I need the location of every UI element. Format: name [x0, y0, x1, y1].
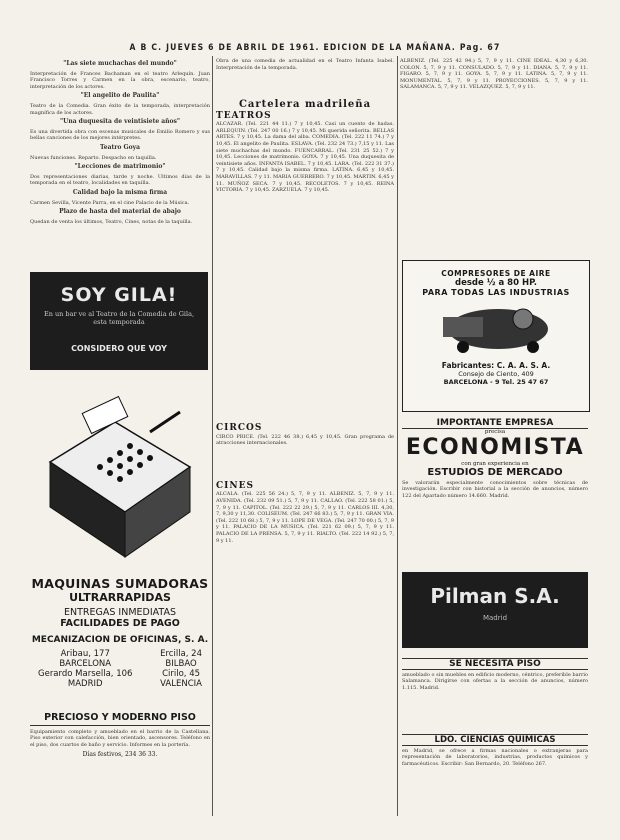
compressor-line3: PARA TODAS LAS INDUSTRIAS [422, 288, 570, 297]
compressor-line1: COMPRESORES DE AIRE [441, 269, 551, 278]
piso-ad [30, 712, 210, 822]
quimicas-headline: LDO. CIENCIAS QUIMICAS [402, 734, 588, 746]
column-3 [400, 58, 588, 244]
economista-line4: con gran experiencia en [461, 461, 529, 467]
pilman-name: Pilman S.A. [430, 584, 560, 608]
item-title: "El angelito de Paulita" [80, 92, 160, 100]
item-text: Teatro de la Comedia. Gran éxito de la temporada, interpretación magnífica de los actores. [30, 102, 210, 116]
page-header: A B C. JUEVES 6 DE ABRIL DE 1961. EDICION DE LA MAÑANA. Pag. 67 [129, 43, 501, 53]
machine-line1: ENTREGAS INMEDIATAS [63, 607, 176, 618]
compressor-ad [402, 260, 590, 412]
cines-text: ALCALA. (Tel. 225 56 24.) 5, 7, 9 y 11. ALBENIZ. 5, 7, 9 y 11. AVENIDA. (Tel. 232 09 51.) 5, 7, 9 y 11. CALLAO. (Tel. 222 58 01.) 5, 7, 9 y 11. CAPITOL. (Tel. 222 22 29.) 5, 7, 9 y 11. CARLOS III. 4,30, 7, 9,30 y 11,30. COLISEUM. (Tel. 247 66 83.) 5, 7, 9 y 11. GRAN VIA. (Tel. 222 10 68.) 5, 7, 9 y 11. LOPE DE VEGA. (Tel. 247 70 00.) 5, 7, 9 y 11. PALACIO DE LA MUSICA. (Tel. 221 62 09.) 5, 7, 9 y 11. PALACIO DE LA PRENSA. 5, 7, 9 y 11. RIALTO. (Tel. 222 14 92.) 5, 7, 9 y 11. [216, 491, 394, 544]
pilman-ad [402, 572, 588, 648]
item-title: "Una duquesita de veintisiete años" [59, 118, 181, 126]
economista-line5: ESTUDIOS DE MERCADO [427, 467, 563, 478]
circos-text: CIRCO PRICE. (Tel. 222 46 38.) 6,45 y 10,45. Gran programa de atracciones internacionales. [216, 433, 394, 447]
item-text: Dos representaciones diarias, tarde y noche. Ultimos días de la temporada en el teatro, localidades en taquilla. [30, 173, 210, 187]
cines-title: CINES [216, 480, 254, 491]
machine-company: MECANIZACION DE OFICINAS, S. A. [31, 635, 209, 645]
item-text: Carmen Sevilla, Vicente Parra, en el cine Palacio de la Música. [30, 199, 190, 206]
machine-line2: FACILIDADES DE PAGO [60, 618, 180, 629]
necesita-piso-headline: SE NECESITA PISO [402, 658, 588, 670]
necesita-piso-text: amueblado o sin muebles en edificio moderno, céntrico, preferible barrio Salamanca. Dirigirse con ofertas a la sección de anuncios, número 1.115. Madrid. [402, 672, 588, 691]
column-rule [397, 56, 398, 816]
economista-line1: IMPORTANTE EMPRESA [402, 418, 588, 429]
compressor-illustration [403, 297, 589, 357]
piso-headline: PRECIOSO Y MODERNO PISO [30, 712, 210, 726]
item-title: "Las siete muchachas del mundo" [63, 60, 177, 67]
item-text: Es una divertida obra con escenas musicales de Emilio Romero y sus bellas canciones de los mejores intérpretes. [30, 128, 210, 142]
compressor-line2: desde ½ a 80 HP. [455, 278, 537, 288]
compressor-city: BARCELONA - 9 Tel. 25 47 67 [443, 378, 549, 386]
adding-machine-ad [30, 392, 210, 702]
teatros-text: ALCAZAR. (Tel. 221 44 11.) 7 y 10,45. Casi un cuento de hadas. ARLEQUIN. (Tel. 247 00 16.) 7 y 10,45. Mi querida señorita. BELLAS ARTES. 7 y 10,45. La dama del alba. COMEDIA. (Tel. 222 11 74.) 7 y 10,45. El angelito de Paulita. ESLAVA. (Tel. 232 24 73.) 7,15 y 11. Las siete muchachas del mundo. FUENCARRAL. (Tel. 231 25 52.) 7 y 10,45. Lecciones de matrimonio. GOYA. 7 y 10,45. Una duquesita de veintisiete años. INFANTA ISABEL. 7 y 10,45. LARA. (Tel. 222 31 37.) 7 y 10,45. Calidad bajo la misma firma. LATINA. 6,45 y 10,45. MARAVILLAS. 7 y 11. MARIA GUERRERO. 7 y 10,45. MARTIN. 6,45 y 11. MUÑOZ SECA. 7 y 10,45. RECOLETOS. 7 y 10,45. REINA VICTORIA. 7 y 10,45. ZARZUELA. 7 y 10,45. [216, 121, 394, 194]
item-title: Plazo de hasta del material de abajo [59, 208, 181, 216]
teatros-title: TEATROS [216, 110, 272, 121]
section-title: Cartelera madrileña [238, 99, 372, 110]
economista-line2: precisa [484, 429, 506, 435]
economista-text: Se valorarán especialmente conocimientos sobre técnicas de investigación. Escribir con historial a la sección de anuncios, número 122 del Apartado número 14.660. Madrid. [402, 480, 588, 499]
economista-ad [402, 418, 588, 568]
machine-addresses [30, 645, 210, 689]
gila-sub: En un bar ve al Teatro de la Comedia de Gila, esta temporada [43, 310, 195, 326]
column-1 [30, 58, 210, 248]
necesita-piso-ad [402, 658, 588, 726]
gila-ad [30, 272, 208, 370]
compressor-maker: Fabricantes: C. A. A. S. A. [441, 361, 551, 370]
item-title: Calidad bajo la misma firma [72, 188, 168, 196]
gila-footer: CONSIDERO QUE VOY [71, 344, 167, 353]
item-title: "Lecciones de matrimonio" [74, 163, 166, 171]
adding-machine-illustration [30, 392, 210, 572]
item-text: Quedan de venta los últimos, Teatro, Cines, notas de la taquilla. [30, 218, 193, 225]
item-text: Interpretación de Frances Bachaman en el teatro Arlequín. Juan Francisco Torres y Carmen en la obra, escenario, teatro, interpretación de los actores. [30, 70, 210, 90]
col2-intro: Obra de una comedia de actualidad en el Teatro Infanta Isabel. Interpretación de la temporada. [216, 58, 394, 71]
col3-listings: ALBENIZ. (Tel. 225 42 94.) 5, 7, 9 y 11. CINE IDEAL. 4,30 y 6,30. COLON. 5, 7, 9 y 11. CONSULADO. 5, 7, 9 y 11. DIANA. 5, 7, 9 y 11. FIGARO. 5, 7, 9 y 11. GOYA. 5, 7, 9 y 11. LATINA. 5, 7, 9 y 11. MONUMENTAL. 5, 7, 9 y 11. PROYECCIONES. 5, 7, 9 y 11. SALAMANCA. 5, 7, 9 y 11. VELAZQUEZ. 5, 7, 9 y 11. [400, 58, 588, 91]
theatre-listings [30, 58, 210, 248]
economista-line3: ECONOMISTA [405, 435, 585, 460]
column-rule [212, 56, 213, 816]
column-2 [216, 58, 394, 716]
machine-headline1: MAQUINAS SUMADORAS [31, 576, 209, 591]
item-title: Teatro Goya [99, 143, 140, 151]
circos-title: CIRCOS [216, 423, 263, 434]
address-left: Aribau, 177 BARCELONA Gerardo Marsella, 106 MADRID [38, 649, 133, 689]
machine-headline2: ULTRARRAPIDAS [69, 591, 171, 604]
quimicas-text: en Madrid, se ofrece a firmas nacionales o extranjeras para representación de laboratorios, industrias, productos químicos y farmacéuticos. Escribir: San Bernardo, 20. Teléfono 267. [402, 748, 588, 767]
compressor-addr: Consejo de Ciento, 409 [458, 370, 534, 378]
gila-headline: SOY GILA! [60, 284, 178, 306]
quimicas-ad [402, 734, 588, 824]
pilman-sub: Madrid [482, 614, 508, 622]
address-right: Ercilla, 24 BILBAO Cirilo, 45 VALENCIA [160, 649, 202, 689]
piso-text: Equipamiento completo y amueblado en el barrio de la Castellana. Piso exterior con calefacción, bien orientado, ascensores. Teléfono en el piso, dos cuartos de baño y servicio. Informes en la portería. [30, 729, 210, 748]
piso-footer: Días festivos, 234 36 33. [82, 751, 158, 759]
item-text: Nuevas funciones. Reparto. Despacho en taquilla. [30, 154, 157, 161]
